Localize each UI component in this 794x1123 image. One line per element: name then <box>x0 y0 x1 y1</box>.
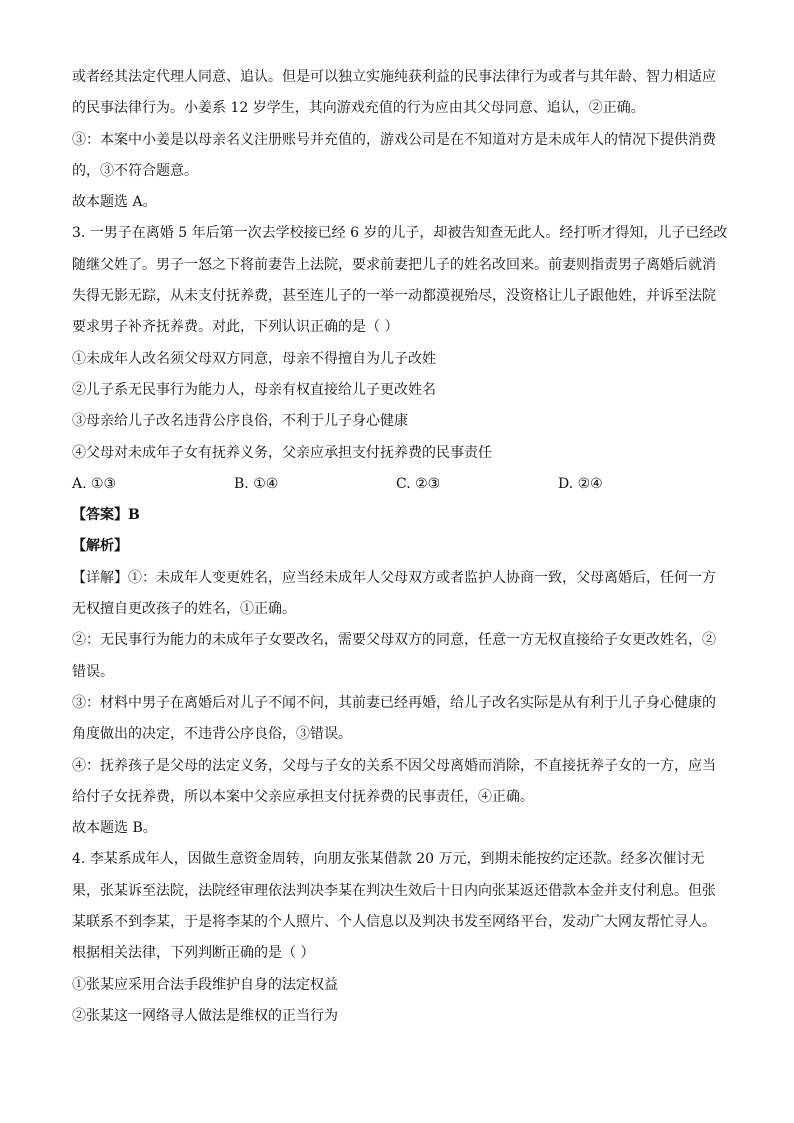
statement-1: ①未成年人改名须父母双方同意，母亲不得擅自为儿子改姓 <box>72 350 436 367</box>
question-stem-line: 4. 李某系成年人，因做生意资金周转，向朋友张某借款 20 万元，到期未能按约定还款。经多次催讨无 <box>72 851 705 868</box>
question-stem-line: 要求男子补齐抚养费。对此，下列认识正确的是（ ） <box>72 319 399 336</box>
analysis-line: ③：材料中男子在离婚后对儿子不闻不问，其前妻已经再婚，给儿子改名实际是从有利于儿子身心健康的 <box>72 694 716 711</box>
text-line: 的民事法律行为。小姜系 12 岁学生，其向游戏充值的行为应由其父母同意、追认，②正确。 <box>72 100 645 117</box>
text-line: 故本题选 A。 <box>72 194 157 211</box>
question-stem-line: 随继父姓了。男子一怒之下将前妻告上法院，要求前妻把儿子的姓名改回来。前妻则指责男子离婚后就消 <box>72 256 716 273</box>
option-d: D. ②④ <box>558 475 603 492</box>
analysis-line: 故本题选 B。 <box>72 820 157 837</box>
analysis-line: 角度做出的决定，不违背公序良俗，③错误。 <box>72 726 352 743</box>
question-stem-line: 3. 一男子在离婚 5 年后第一次去学校接已经 6 岁的儿子，却被告知查无此人。经打听才得知，儿子已经改 <box>72 225 728 242</box>
option-c: C. ②③ <box>396 475 441 492</box>
answer-label: 【答案】B <box>72 507 140 524</box>
statement-4: ④父母对未成年子女有抚养义务，父亲应承担支付抚养费的民事责任 <box>72 444 492 461</box>
answer-options <box>72 469 722 500</box>
question-stem-line: 根据相关法律，下列判断正确的是（ ） <box>72 945 315 962</box>
statement-1: ①张某应采用合法手段维护自身的法定权益 <box>72 976 338 993</box>
analysis-line: ②：无民事行为能力的未成年子女要改名，需要父母双方的同意，任意一方无权直接给子女更改姓名，② <box>72 632 716 649</box>
question-stem-line: 失得无影无踪，从未支付抚养费，甚至连儿子的一举一动都漠视殆尽，没资格让儿子跟他姓，并诉至法院 <box>72 288 716 305</box>
document-page <box>72 62 728 1032</box>
question-stem-line: 某联系不到李某，于是将李某的个人照片、个人信息以及判决书发至网络平台，发动广大网友帮忙寻人。 <box>72 914 716 931</box>
question-3 <box>72 218 728 844</box>
analysis-line: 给付子女抚养费，所以本案中父亲应承担支付抚养费的民事责任，④正确。 <box>72 788 534 805</box>
text-line: ③：本案中小姜是以母亲名义注册账号并充值的，游戏公司是在不知道对方是未成年人的情况下提供消费 <box>72 131 716 148</box>
text-line: 的，③不符合题意。 <box>72 162 198 179</box>
analysis-body <box>72 563 722 845</box>
statement-2: ②儿子系无民事行为能力人，母亲有权直接给儿子更改姓名 <box>72 381 436 398</box>
statement-2: ②张某这一网络寻人做法是维权的正当行为 <box>72 1007 338 1024</box>
analysis-line: ④：抚养孩子是父母的法定义务，父母与子女的关系不因父母离婚而消除，不直接抚养子女的一方，应当 <box>72 757 716 774</box>
statement-3: ③母亲给儿子改名违背公序良俗，不利于儿子身心健康 <box>72 413 408 430</box>
analysis-line: 【详解】①：未成年人变更姓名，应当经未成年人父母双方或者监护人协商一致，父母离婚后，任何一方 <box>72 569 716 586</box>
analysis-line: 无权擅自更改孩子的姓名，①正确。 <box>72 601 296 618</box>
option-b: B. ①④ <box>234 475 279 492</box>
analysis-line: 错误。 <box>72 663 114 680</box>
option-a: A. ①③ <box>72 475 117 492</box>
question-stem-line: 果，张某诉至法院，法院经审理依法判决李某在判决生效后十日内向张某返还借款本金并支付利息。但张 <box>72 882 716 899</box>
text-line: 或者经其法定代理人同意、追认。但是可以独立实施纯获利益的民事法律行为或者与其年龄、智力相适应 <box>72 69 716 85</box>
analysis-label: 【解析】 <box>72 538 128 555</box>
question-4 <box>72 844 722 1032</box>
previous-question-tail <box>72 62 722 218</box>
